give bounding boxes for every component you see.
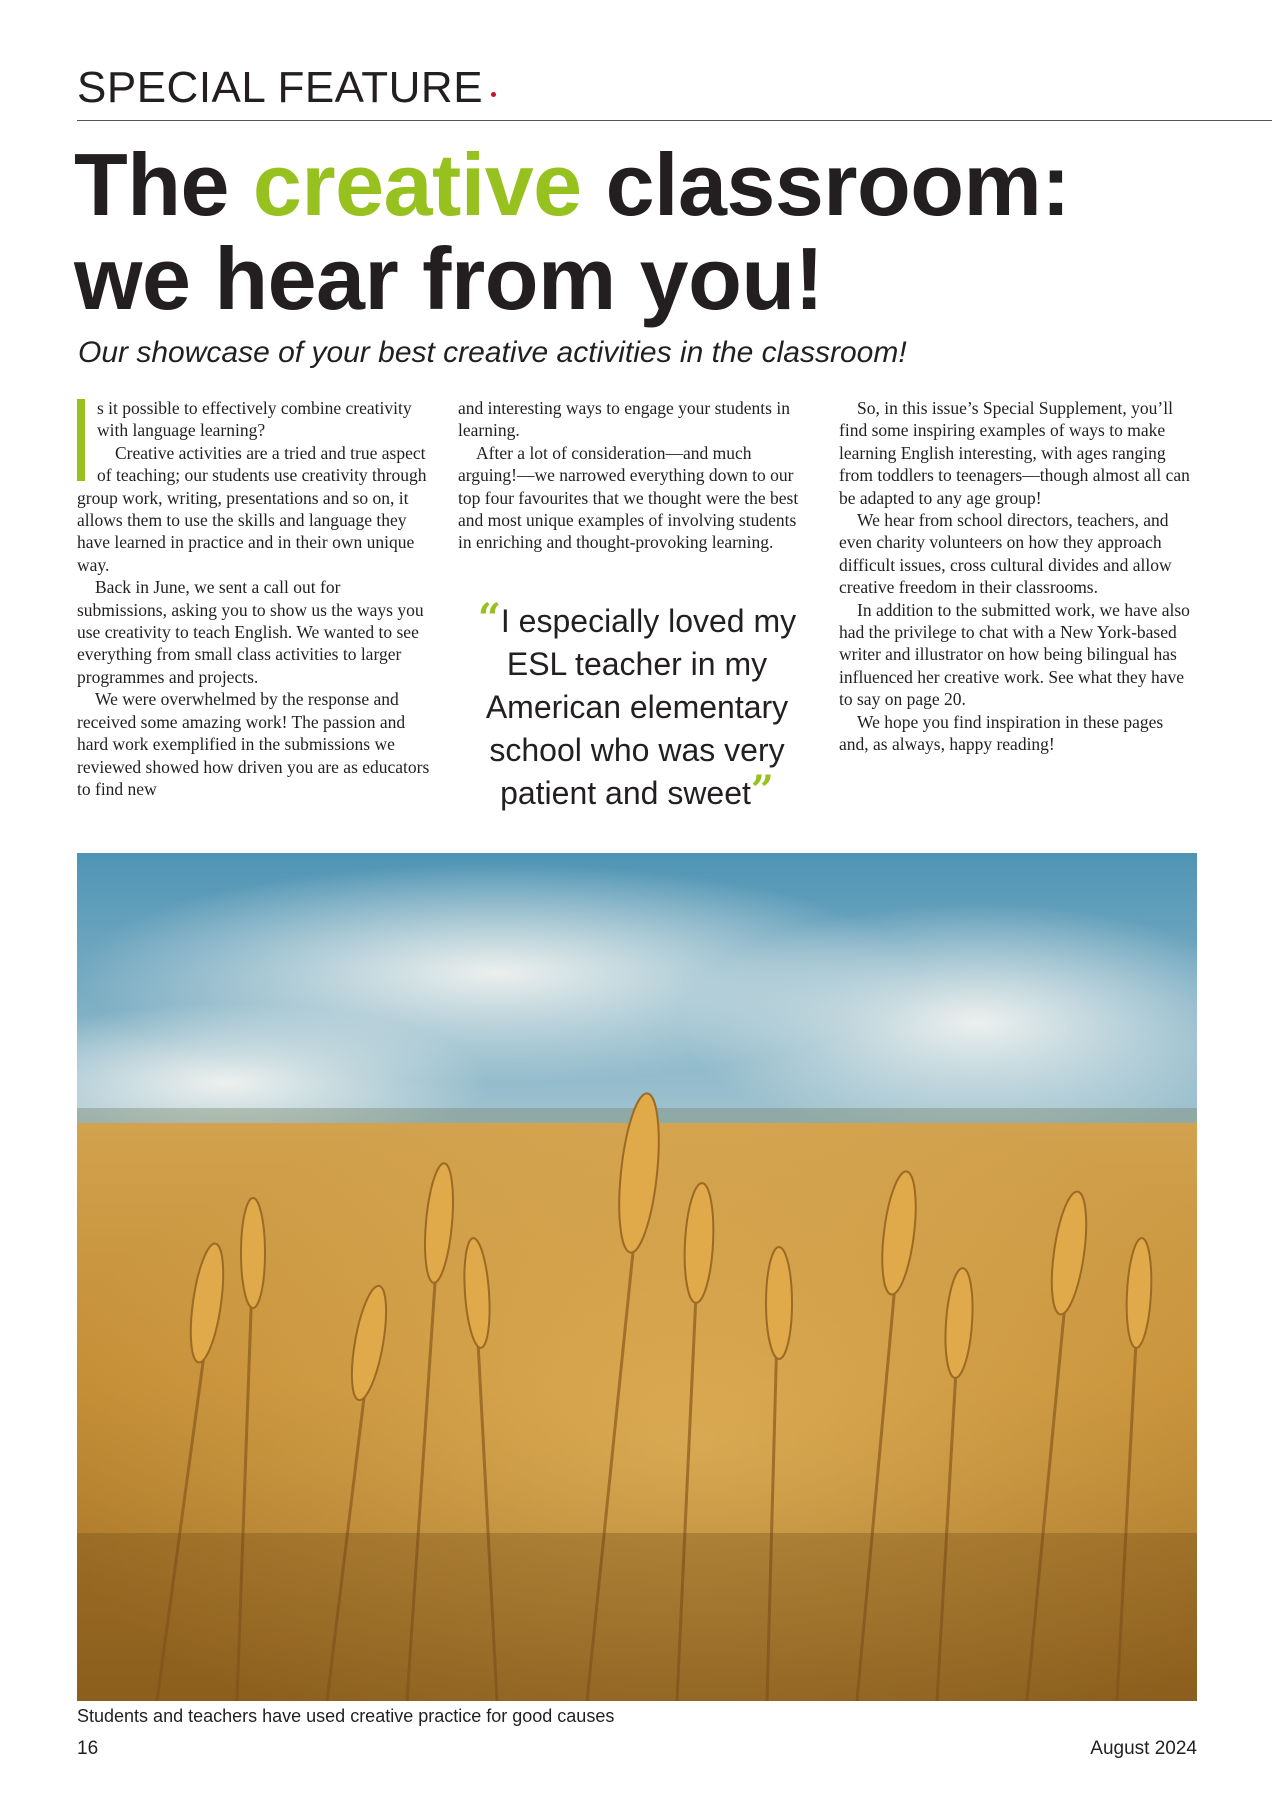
paragraph: We were overwhelmed by the response and received some amazing work! The passion and hard work exemplified in the submissions we reviewed showed how driven you are as educators to find new xyxy=(77,689,430,799)
open-quote-icon: “ xyxy=(477,595,501,642)
wheat-field-photo xyxy=(77,853,1197,1701)
paragraph: After a lot of consideration—and much arguing!—we narrowed everything down to our top four favourites that we thought were the best and most unique examples of involving students in enriching and thought-provoking learning. xyxy=(458,442,799,553)
issue-date: August 2024 xyxy=(1090,1738,1197,1759)
headline-part1: The xyxy=(74,135,253,234)
close-quote-icon: ” xyxy=(750,767,774,814)
paragraph: In addition to the submitted work, we have also had the privilege to chat with a New York-based writer and illustrator on how being bilingual has influenced her creative work. See what they have to say on page 20. xyxy=(839,599,1190,710)
paragraph: So, in this issue’s Special Supplement, you’ll find some inspiring examples of ways to make learning English interesting, with ages ranging from toddlers to teenagers—though almost all can be adapted to any age group! xyxy=(839,398,1190,508)
section-label-text: SPECIAL FEATURE xyxy=(77,63,484,112)
headline-line2: we hear from you! xyxy=(74,229,824,328)
headline-part2: classroom: xyxy=(581,135,1071,234)
pullquote-text: I especially loved my ESL teacher in my American elementary school who was very patient and sweet xyxy=(485,603,797,811)
paragraph: We hope you find inspiration in these pages and, as always, happy reading! xyxy=(839,711,1164,755)
article-column-3 xyxy=(839,397,1195,756)
drop-cap-bar xyxy=(77,399,85,481)
headline xyxy=(74,135,1071,328)
paragraph: Back in June, we sent a call out for submissions, asking you to show us the ways you use creativity to teach English. We wanted to see everything from small class activities to larger programmes and projects. xyxy=(77,577,424,687)
foreground-shadow xyxy=(77,1533,1197,1701)
header-rule xyxy=(77,120,1272,121)
article-column-1 xyxy=(77,397,433,800)
page-number: 16 xyxy=(77,1738,99,1759)
pullquote xyxy=(462,595,812,815)
paragraph: and interesting ways to engage your students in learning. xyxy=(458,398,790,441)
paragraph: s it possible to effectively combine creativity with language learning? xyxy=(97,398,412,441)
photo-caption: Students and teachers have used creative practice for good causes xyxy=(77,1706,615,1726)
paragraph: Creative activities are a tried and true aspect of teaching; our students use creativity through group work, writing, presentations and so on, it allows them to use the skills and language they have learned in practice and in their own unique way. xyxy=(77,442,427,575)
section-label xyxy=(77,63,496,112)
paragraph: We hear from school directors, teachers, and even charity volunteers on how they approach difficult issues, cross cultural divides and allow creative freedom in their classrooms. xyxy=(839,510,1172,598)
section-dot xyxy=(491,92,496,97)
standfirst: Our showcase of your best creative activities in the classroom! xyxy=(78,336,907,369)
headline-accent: creative xyxy=(252,135,582,234)
article-column-2 xyxy=(458,397,814,554)
